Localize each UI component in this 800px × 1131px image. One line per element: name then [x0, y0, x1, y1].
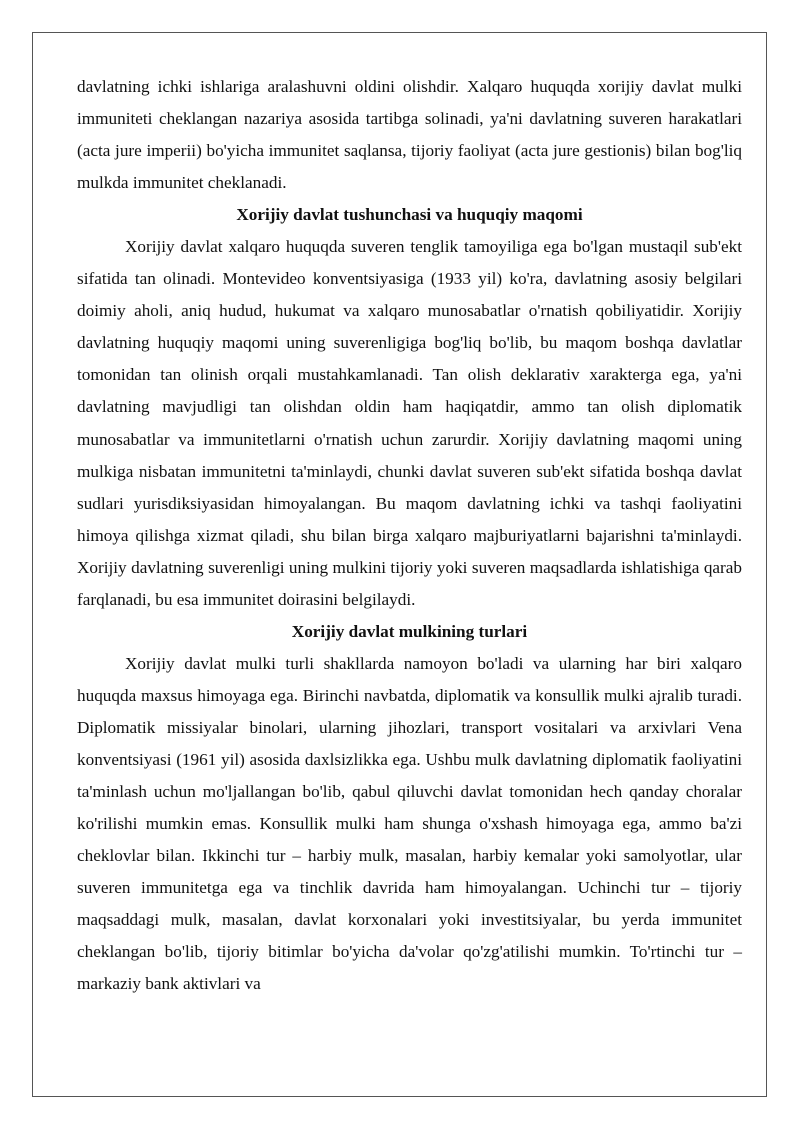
document-body [77, 71, 742, 1000]
paragraph-legal-status: Xorijiy davlat xalqaro huquqda suveren tenglik tamoyiliga ega bo'lgan mustaqil sub'ekt sifatida tan olinadi. Montevideo konventsiyasiga (1933 yil) ko'ra, davlatning asosiy belgilari doimiy aholi, aniq hudud, hukumat va xalqaro munosabatlar o'rnatish qobiliyatidir. Xorijiy davlatning huquqiy maqomi uning suverenligiga bog'liq bo'lib, bu maqom boshqa davlatlar tomonidan tan olinish orqali mustahkamlanadi. Tan olish deklarativ xarakterga ega, ya'ni davlatning mavjudligi tan olishdan oldin ham haqiqatdir, ammo tan olish diplomatik munosabatlar va immunitetlarni o'rnatish uchun zarurdir. Xorijiy davlatning maqomi uning mulkiga nisbatan immunitetni ta'minlaydi, chunki davlat suveren sub'ekt sifatida boshqa davlat sudlari yurisdiksiyasidan himoyalangan. Bu maqom davlatning ichki va tashqi faoliyatini himoya qilishga xizmat qiladi, shu bilan birga xalqaro majburiyatlarni bajarishni ta'minlaydi. Xorijiy davlatning suverenligi uning mulkini tijoriy yoki suveren maqsadlarda ishlatishiga qarab farqlanadi, bu esa immunitet doirasini belgilaydi. [77, 237, 742, 609]
section-heading-property-types: Xorijiy davlat mulkining turlari [291, 621, 528, 641]
paragraph-continuation: davlatning ichki ishlariga aralashuvni oldini olishdir. Xalqaro huquqda xorijiy davlat mulki immuniteti cheklangan nazariya asosida tartibga solinadi, ya'ni davlatning suveren harakatlari (acta jure imperii) bo'yicha immunitet saqlansa, tijoriy faoliyat (acta jure gestionis) bilan bog'liq mulkda immunitet cheklanadi. [77, 77, 742, 193]
paragraph-property-types: Xorijiy davlat mulki turli shakllarda namoyon bo'ladi va ularning har biri xalqaro huquqda maxsus himoyaga ega. Birinchi navbatda, diplomatik va konsullik mulki ajralib turadi. Diplomatik missiyalar binolari, ularning jihozlari, transport vositalari va arxivlari Vena konventsiyasi (1961 yil) asosida daxlsizlikka ega. Ushbu mulk davlatning diplomatik faoliyatini ta'minlash uchun mo'ljallangan bo'lib, qabul qiluvchi davlat tomonidan hech qanday choralar ko'rilishi mumkin emas. Konsullik mulki ham shunga o'xshash himoyaga ega, ammo ba'zi cheklovlar bilan. Ikkinchi tur – harbiy mulk, masalan, harbiy kemalar yoki samolyotlar, ular suveren immunitetga ega va tinchlik davrida ham himoyalangan. Uchinchi tur – tijoriy maqsaddagi mulk, masalan, davlat korxonalari yoki investitsiyalar, bu yerda immunitet cheklangan bo'lib, tijoriy bitimlar bo'yicha da'volar qo'zg'atilishi mumkin. To'rtinchi tur – markaziy bank aktivlari va [77, 653, 742, 994]
section-heading-legal-status: Xorijiy davlat tushunchasi va huquqiy maqomi [236, 205, 583, 225]
